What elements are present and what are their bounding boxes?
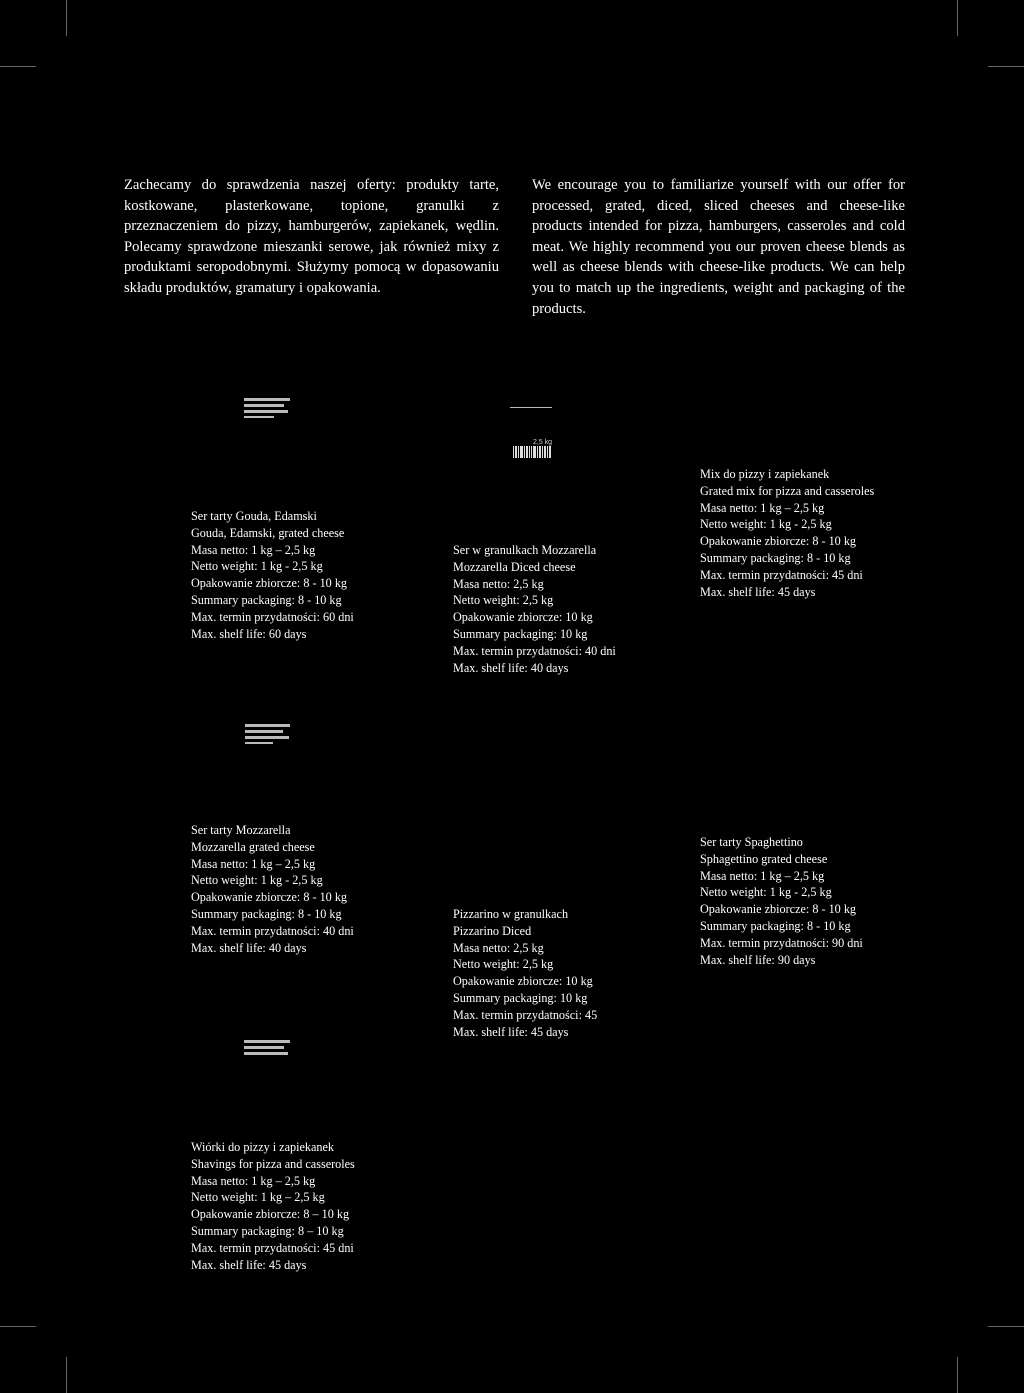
product-image [244, 398, 290, 420]
product-mozzarella-grated: Ser tarty Mozzarella Mozzarella grated cheese Masa netto: 1 kg – 2,5 kg Netto weight: 1 kg - 2,5 kg Opakowanie zbiorcze: 8 - 10 kg Summary packaging: 8 - 10 kg Max. termin przydatności: 40 dni Max. shelf life: 40 days [191, 823, 354, 955]
product-image [245, 724, 290, 746]
crop-mark [957, 0, 958, 36]
product-shavings: Wiórki do pizzy i zapiekanek Shavings for pizza and casseroles Masa netto: 1 kg – 2,5 kg Netto weight: 1 kg – 2,5 kg Opakowanie zbiorcze: 8 – 10 kg Summary packaging: 8 – 10 kg Max. termin przydatności: 45 dni Max. shelf life: 45 days [191, 1140, 355, 1272]
product-image [510, 405, 552, 411]
crop-mark [66, 0, 67, 36]
product-mozzarella-diced: Ser w granulkach Mozzarella Mozzarella Diced cheese Masa netto: 2,5 kg Netto weight: 2,5 kg Opakowanie zbiorcze: 10 kg Summary packaging: 10 kg Max. termin przydatności: 40 dni Max. shelf life: 40 days [453, 543, 616, 675]
product-pizzarino-diced: Pizzarino w granulkach Pizzarino Diced Masa netto: 2,5 kg Netto weight: 2,5 kg Opakowanie zbiorcze: 10 kg Summary packaging: 10 kg Max. termin przydatności: 45 Max. shelf life: 45 days [453, 907, 598, 1039]
intro-english: We encourage you to familiarize yourself with our offer for processed, grated, diced, sliced cheeses and cheese-like products intended for pizza, hamburgers, casseroles and cold meat. We highly recommend you our proven cheese blends as well as cheese blends with cheese-like products. We can help you to match up the ingredients, weight and packaging of the products. [532, 177, 905, 317]
barcode-weight-label: 2,5 kg [533, 439, 553, 446]
product-spaghettino: Ser tarty Spaghettino Sphagettino grated cheese Masa netto: 1 kg – 2,5 kg Netto weight: 1 kg - 2,5 kg Opakowanie zbiorcze: 8 - 10 kg Summary packaging: 8 - 10 kg Max. termin przydatności: 90 dni Max. shelf life: 90 days [700, 835, 863, 967]
product-pizza-mix: Mix do pizzy i zapiekanek Grated mix for pizza and casseroles Masa netto: 1 kg – 2,5 kg Netto weight: 1 kg - 2,5 kg Opakowanie zbiorcze: 8 - 10 kg Summary packaging: 8 - 10 kg Max. termin przydatności: 45 dni Max. shelf life: 45 days [700, 467, 875, 599]
crop-mark [957, 1357, 958, 1393]
crop-mark [0, 66, 36, 67]
product-gouda-edamski: Ser tarty Gouda, Edamski Gouda, Edamski, grated cheese Masa netto: 1 kg – 2,5 kg Netto weight: 1 kg - 2,5 kg Opakowanie zbiorcze: 8 - 10 kg Summary packaging: 8 - 10 kg Max. termin przydatności: 60 dni Max. shelf life: 60 days [191, 509, 354, 641]
intro-polish: Zachecamy do sprawdzenia naszej oferty: produkty tarte, kostkowane, plasterkowane, topione, granulki z przeznaczeniem do pizzy, hamburgerów, zapiekanek, wędlin. Polecamy sprawdzone mieszanki serowe, jak również mixy z produktami seropodobnymi. Służymy pomocą w dopasowaniu składu produktów, gramatury i opakowania. [124, 177, 499, 296]
crop-mark [66, 1357, 67, 1393]
crop-mark [988, 1326, 1024, 1327]
product-image [244, 1040, 290, 1060]
crop-mark [988, 66, 1024, 67]
crop-mark [0, 1326, 36, 1327]
barcode-icon [513, 446, 551, 458]
